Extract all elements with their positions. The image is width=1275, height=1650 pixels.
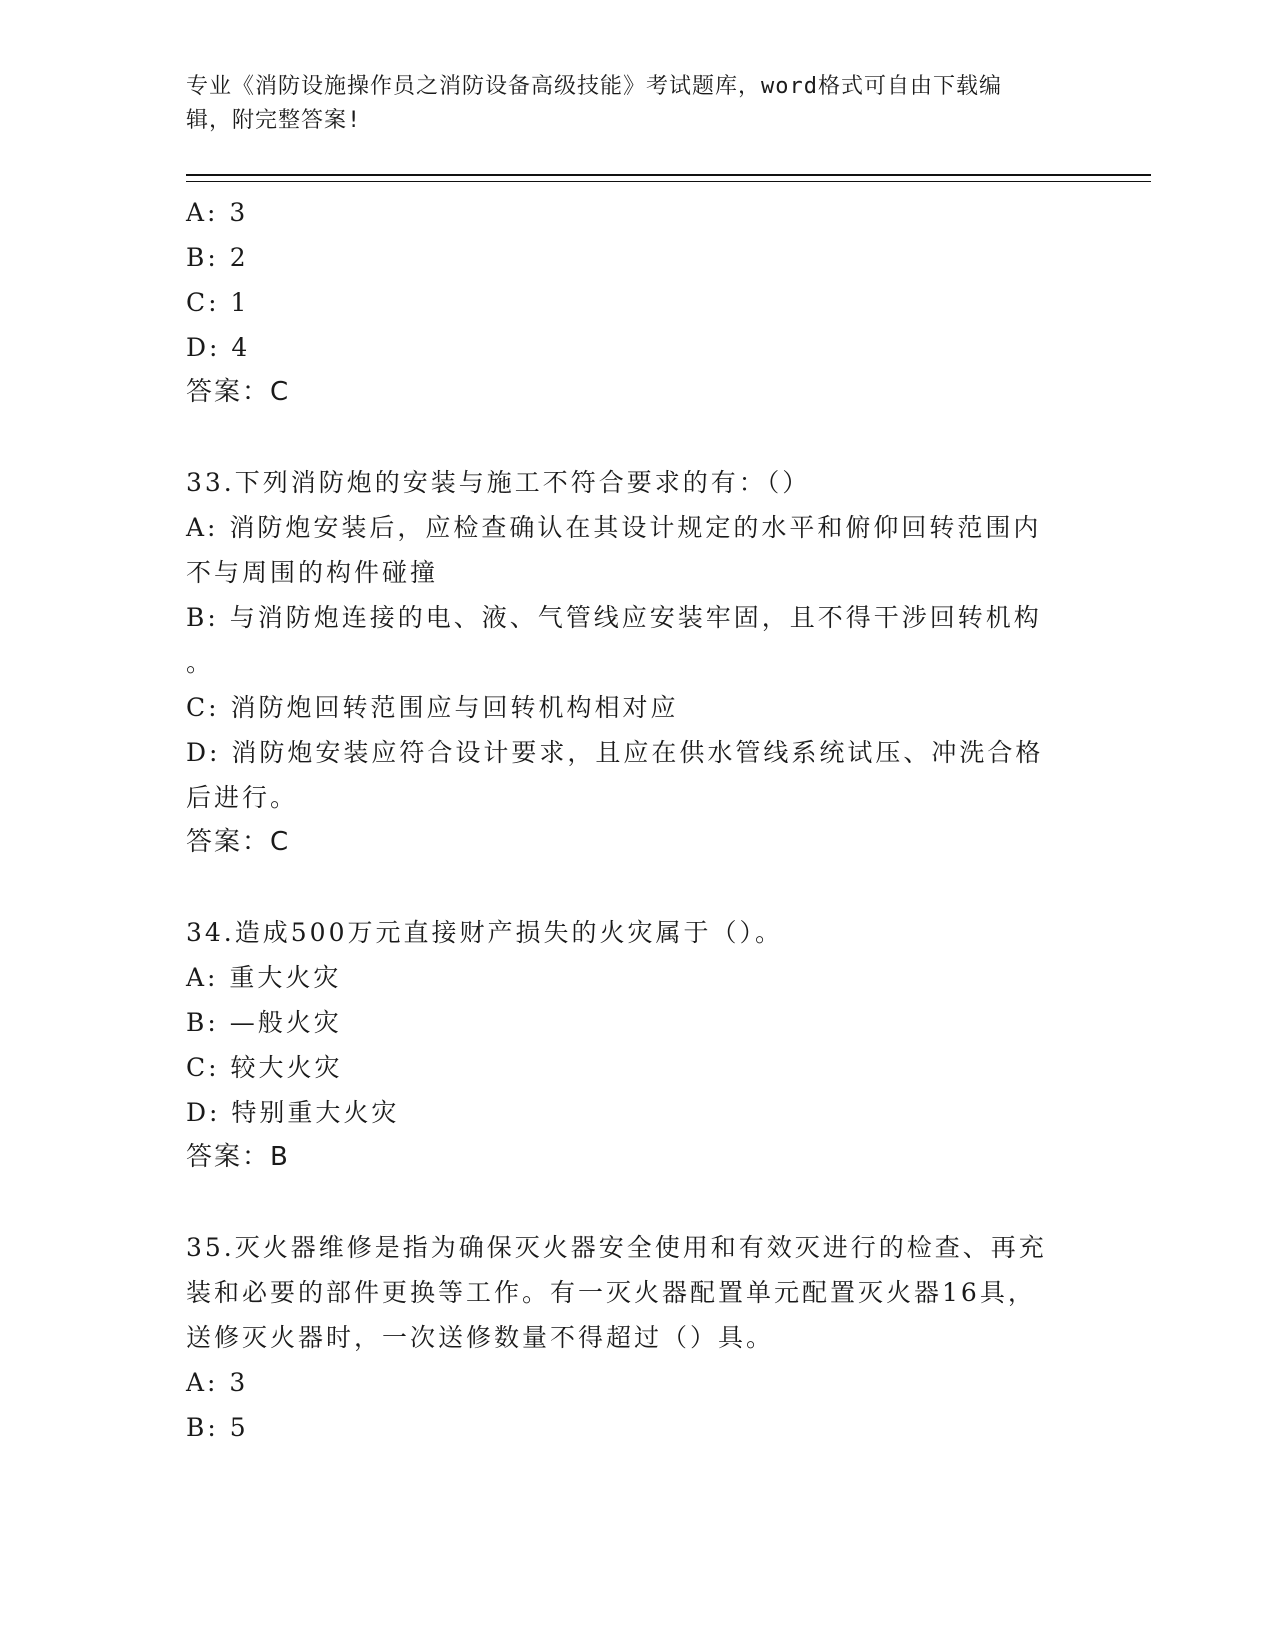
question-33	[186, 460, 1066, 865]
answer: 答案：B	[186, 1142, 290, 1172]
option-b: B: 与消防炮连接的电、液、气管线应安装牢固，且不得干涉回转机构	[186, 603, 1042, 632]
question-stem: 34.造成500万元直接财产损失的火灾属于（）。	[186, 918, 783, 947]
option-b: B: —般火灾	[186, 1008, 342, 1037]
option-c: C: 较大火灾	[186, 1053, 343, 1082]
document-page	[186, 70, 1151, 1450]
option-d-continued: 后进行。	[186, 783, 299, 812]
answer: 答案：C	[186, 827, 291, 857]
header-line-1: 专业《消防设施操作员之消防设备高级技能》考试题库，word格式可自由下载编	[186, 74, 1002, 99]
option-a: A: 3	[186, 1368, 249, 1397]
header-line-2: 辑，附完整答案!	[186, 108, 362, 133]
option-d: D: 特别重大火灾	[186, 1098, 400, 1127]
option-b: B: 5	[186, 1413, 249, 1442]
option-a: A: 重大火灾	[186, 963, 342, 992]
option-d: D: 4	[186, 333, 251, 362]
question-stem-line-2: 装和必要的部件更换等工作。有一灭火器配置单元配置灭火器16具，	[186, 1278, 1036, 1307]
option-c: C: 1	[186, 288, 250, 317]
question-content	[186, 190, 1066, 1450]
question-32	[186, 190, 1066, 415]
question-stem-line-1: 35.灭火器维修是指为确保灭火器安全使用和有效灭进行的检查、再充	[186, 1233, 1047, 1262]
question-stem: 33.下列消防炮的安装与施工不符合要求的有：（）	[186, 468, 811, 497]
question-stem-line-3: 送修灭火器时，一次送修数量不得超过（）具。	[186, 1323, 775, 1352]
header-divider	[186, 174, 1151, 182]
option-b: B: 2	[186, 243, 249, 272]
option-a: A: 3	[186, 198, 249, 227]
option-c: C: 消防炮回转范围应与回转机构相对应	[186, 693, 679, 722]
document-header	[186, 70, 1066, 138]
spacer	[186, 415, 1066, 460]
answer: 答案：C	[186, 377, 291, 407]
question-34	[186, 910, 1066, 1180]
option-a: A: 消防炮安装后，应检查确认在其设计规定的水平和俯仰回转范围内	[186, 513, 1042, 542]
question-35	[186, 1225, 1066, 1450]
option-a-continued: 不与周围的构件碰撞	[186, 558, 439, 587]
option-b-continued: 。	[186, 648, 215, 677]
spacer	[186, 865, 1066, 910]
spacer	[186, 1180, 1066, 1225]
option-d: D: 消防炮安装应符合设计要求，且应在供水管线系统试压、冲洗合格	[186, 738, 1044, 767]
